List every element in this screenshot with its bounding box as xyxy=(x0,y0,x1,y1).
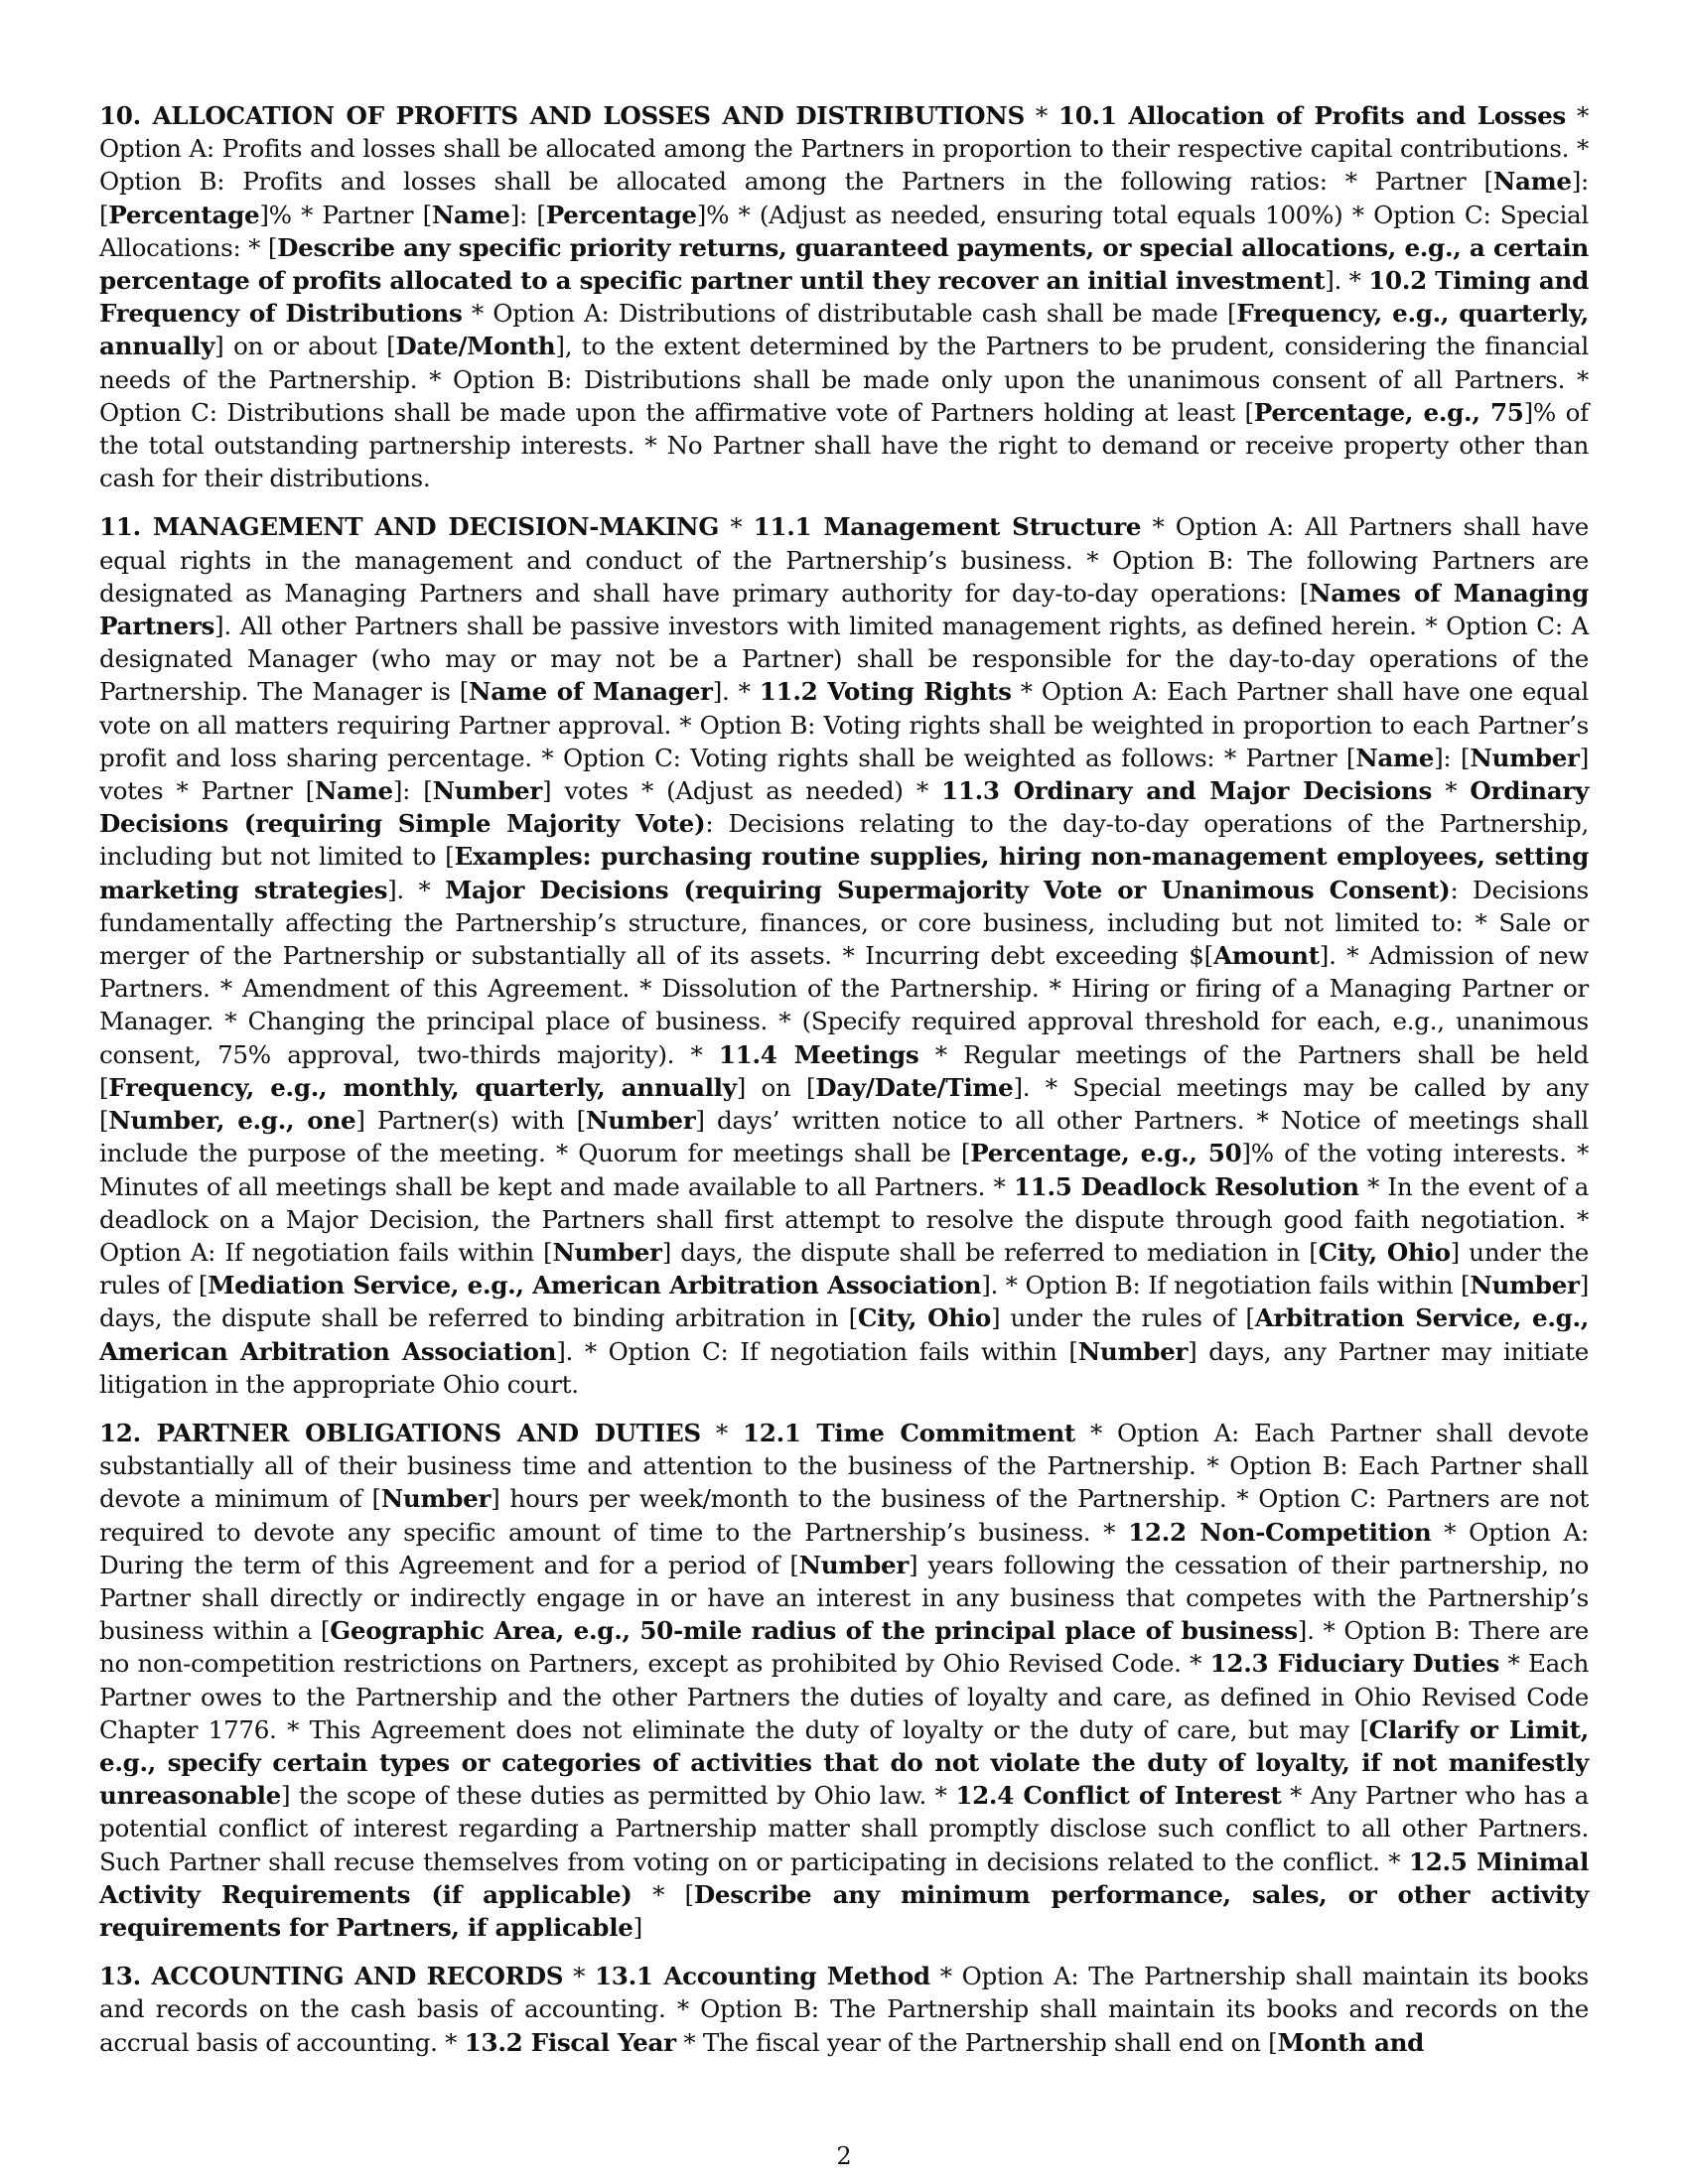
section-11-paragraph xyxy=(99,510,1589,1400)
page-number: 2 xyxy=(836,2142,852,2170)
body-text: ] hours per week/month to the business of the Partnership. * Option C: Partners are not required to devote any specific amount of time to the Partnership’s business. * xyxy=(99,1484,1589,1547)
bold-text: Number xyxy=(1470,1271,1580,1300)
bold-text: 12.3 Fiduciary Duties xyxy=(1209,1649,1500,1679)
body-text: * xyxy=(719,512,754,542)
bold-text: Name xyxy=(1355,743,1435,772)
body-text: ]% * (Adjust as needed, ensuring total equals 100%) * Option C: Special Allocations: * [ xyxy=(99,200,1589,262)
bold-text: Number, e.g., one xyxy=(108,1106,356,1136)
body-text: * xyxy=(1024,101,1058,130)
body-text: * xyxy=(700,1418,743,1447)
body-text: ]% of the total outstanding partnership interests. * No Partner shall have the right to demand or receive property other than cash for their distributions. xyxy=(99,397,1589,493)
bold-text: Names of Managing Partners xyxy=(99,578,1589,641)
bold-text: 11. MANAGEMENT AND DECISION-MAKING xyxy=(99,512,720,542)
bold-text: Month and xyxy=(1277,2027,1425,2057)
body-text: ] years following the cessation of their partnership, no Partner shall directly or indirectly engage in or have an interest in any business that competes with the Partnership’s business within a [ xyxy=(99,1550,1590,1646)
section-13-paragraph xyxy=(99,1960,1589,2059)
body-text: * xyxy=(1432,776,1471,806)
body-text: * [ xyxy=(632,1879,694,1909)
bold-text: Examples: purchasing routine supplies, hiring non-management employees, setting marketing strategies xyxy=(99,842,1590,904)
body-text: * Option A: The Partnership shall maintain its books and records on the cash basis of accounting. * Option B: The Partnership shall maintain its books and records on the accrual basis of accounting. * xyxy=(99,1962,1589,2057)
bold-text: 11.5 Deadlock Resolution xyxy=(1013,1171,1359,1201)
body-text: * The fiscal year of the Partnership shall end on [ xyxy=(675,2027,1278,2057)
bold-text: 11.2 Voting Rights xyxy=(759,677,1012,707)
body-text: * Option A: Distributions of distributable cash shall be made [ xyxy=(462,299,1237,329)
body-text: ]% * Partner [ xyxy=(259,200,432,229)
body-text: ] days, the dispute shall be referred to mediation in [ xyxy=(661,1237,1319,1267)
body-text: : Decisions fundamentally affecting the Partnership’s structure, finances, or core business, including but not limited to: * Sale or merger of the Partnership or substantially all of its assets. * Incurring debt exceeding $[ xyxy=(99,875,1589,971)
bold-text: City, Ohio xyxy=(1318,1237,1451,1267)
bold-text: Name xyxy=(1492,167,1572,197)
bold-text: Arbitration Service, e.g., American Arbitration Association xyxy=(99,1303,1589,1366)
body-text: ] the scope of these duties as permitted by Ohio law. * xyxy=(280,1781,956,1811)
bold-text: Number xyxy=(552,1237,662,1267)
body-text: ] votes * (Adjust as needed) * xyxy=(542,776,942,806)
body-text: ] days, the dispute shall be referred to binding arbitration in [ xyxy=(99,1271,1589,1333)
bold-text: Percentage xyxy=(545,200,697,229)
bold-text: Major Decisions (requiring Supermajority Vote or Unanimous Consent) xyxy=(445,875,1451,904)
bold-text: Percentage xyxy=(108,200,260,229)
bold-text: Day/Date/Time xyxy=(815,1072,1014,1102)
bold-text: Number xyxy=(1470,743,1580,772)
section-12-paragraph xyxy=(99,1417,1589,1944)
body-text: ], to the extent determined by the Partners to be prudent, considering the financial needs of the Partnership. * Option B: Distributions shall be made only upon the unanimous consent of all Partners. * Option C: Distributions shall be made upon the affirmative vote of Partners holding at least [ xyxy=(99,332,1589,427)
bold-text: 12. PARTNER OBLIGATIONS AND DUTIES xyxy=(99,1418,701,1447)
body-text: * Regular meetings of the Partners shall be held [ xyxy=(99,1039,1590,1102)
body-text: ]. * xyxy=(387,875,446,904)
body-text: ] Partner(s) with [ xyxy=(355,1106,586,1136)
body-text: * Option A: Profits and losses shall be allocated among the Partners in proportion to their respective capital contributions. * Option B: Profits and losses shall be allocated among the Partners in the following ratios: * Partner [ xyxy=(99,101,1589,197)
bold-text: 13.1 Accounting Method xyxy=(595,1962,930,1991)
bold-text: Number xyxy=(432,776,542,806)
body-text: * Any Partner who has a potential conflict of interest regarding a Partnership matter shall promptly disclose such conflict to all other Partners. Such Partner shall recuse themselves from voting on or participating in decisions related to the conflict. * xyxy=(99,1781,1589,1876)
bold-text: 11.3 Ordinary and Major Decisions xyxy=(941,776,1433,806)
bold-text: Percentage, e.g., 75 xyxy=(1253,397,1524,427)
body-text: : Decisions relating to the day-to-day operations of the Partnership, including but not limited to [ xyxy=(99,809,1589,872)
body-text: ]. * xyxy=(1325,266,1369,296)
bold-text: City, Ohio xyxy=(857,1303,991,1333)
bold-text: Frequency, e.g., quarterly, annually xyxy=(99,299,1589,361)
body-text: * In the event of a deadlock on a Major Decision, the Partners shall first attempt to resolve the dispute through good faith negotiation. * Option A: If negotiation fails within [ xyxy=(99,1171,1589,1267)
bold-text: Percentage, e.g., 50 xyxy=(970,1139,1242,1168)
body-text: ]: [ xyxy=(99,167,1589,229)
bold-text: 10.2 Timing and Frequency of Distributions xyxy=(99,266,1589,329)
bold-text: 13. ACCOUNTING AND RECORDS xyxy=(99,1962,564,1991)
body-text: ]. * Option C: If negotiation fails within [ xyxy=(556,1336,1078,1366)
bold-text: Name xyxy=(314,776,393,806)
bold-text: 12.1 Time Commitment xyxy=(742,1418,1075,1447)
body-text: ] under the rules of [ xyxy=(990,1303,1255,1333)
body-text: ]. * Special meetings may be called by any [ xyxy=(99,1072,1589,1136)
bold-text: Number xyxy=(585,1106,696,1136)
body-text: ]% of the voting interests. * Minutes of all meetings shall be kept and made available to all Partners. * xyxy=(99,1139,1589,1201)
bold-text: Geographic Area, e.g., 50-mile radius of the principal place of business xyxy=(330,1616,1298,1646)
body-text: ]. * Option B: If negotiation fails within [ xyxy=(981,1271,1471,1300)
body-text: ] days, any Partner may initiate litigation in the appropriate Ohio court. xyxy=(99,1336,1589,1399)
bold-text: 12.5 Minimal Activity Requirements (if applicable) xyxy=(99,1846,1589,1909)
body-text: ] under the rules of [ xyxy=(99,1237,1589,1300)
bold-text: 11.1 Management Structure xyxy=(753,512,1142,542)
bold-text: Mediation Service, e.g., American Arbitration Association xyxy=(208,1271,982,1300)
bold-text: Frequency, e.g., monthly, quarterly, annually xyxy=(108,1072,737,1102)
bold-text: Name of Manager xyxy=(469,677,713,707)
body-text: ]. All other Partners shall be passive investors with limited management rights, as defined herein. * Option C: A designated Manager (who may or may not be a Partner) shall be responsible for the day-to-day operations of the Partnership. The Manager is [ xyxy=(99,612,1589,707)
body-text: * Option A: During the term of this Agreement and for a period of [ xyxy=(99,1517,1590,1579)
bold-text: Clarify or Limit, e.g., specify certain types or categories of activities that do not violate the duty of loyalty, if not manifestly unreasonable xyxy=(99,1714,1589,1811)
body-text: ]: [ xyxy=(1434,743,1471,772)
body-text: ] days’ written notice to all other Partners. * Notice of meetings shall include the purpose of the meeting. * Quorum for meetings shall be [ xyxy=(99,1106,1589,1168)
bold-text: Number xyxy=(798,1550,910,1579)
body-text: ]. * Admission of new Partners. * Amendment of this Agreement. * Dissolution of the Partnership. * Hiring or firing of a Managing Partner or Manager. * Changing the principal place of business. * (Specify required approval threshold for each, e.g., unanimous consent, 75% approval, two-thirds majority). * xyxy=(99,941,1590,1069)
body-text: * Option A: Each Partner shall have one equal vote on all matters requiring Partner approval. * Option B: Voting rights shall be weighted in proportion to each Partner’s profit and loss sharing percentage. * Option C: Voting rights shall be weighted as follows: * Partner [ xyxy=(99,677,1589,772)
bold-text: Name xyxy=(431,200,510,229)
bold-text: Describe any specific priority returns, guaranteed payments, or special allocations, e.g., a certain percentage of profits allocated to a specific partner until they recover an initial investment xyxy=(99,232,1590,296)
body-text: ]: [ xyxy=(392,776,433,806)
body-text: * Option A: Each Partner shall devote substantially all of their business time and attention to the business of the Partnership. * Option B: Each Partner shall devote a minimum of [ xyxy=(99,1418,1589,1514)
body-text: ]. * Option B: There are no non-competition restrictions on Partners, except as prohibited by Ohio Revised Code. * xyxy=(99,1616,1589,1679)
body-text: ]. * xyxy=(712,677,760,707)
bold-text: Describe any minimum performance, sales, or other activity requirements for Partners, if applicable xyxy=(99,1879,1589,1942)
body-text: ] votes * Partner [ xyxy=(99,743,1589,806)
bold-text: 12.4 Conflict of Interest xyxy=(955,1781,1282,1811)
bold-text: Amount xyxy=(1212,941,1320,971)
bold-text: 12.2 Non-Competition xyxy=(1128,1517,1432,1547)
section-10-paragraph xyxy=(99,99,1589,494)
bold-text: Number xyxy=(380,1484,492,1514)
bold-text: Number xyxy=(1077,1336,1189,1366)
body-text: ] on [ xyxy=(736,1072,816,1102)
bold-text: 10.1 Allocation of Profits and Losses xyxy=(1057,101,1566,130)
bold-text: 10. ALLOCATION OF PROFITS AND LOSSES AND DISTRIBUTIONS xyxy=(99,101,1025,130)
bold-text: Ordinary Decisions (requiring Simple Majority Vote) xyxy=(99,776,1590,839)
body-text: * Each Partner owes to the Partnership and the other Partners the duties of loyalty and care, as defined in Ohio Revised Code Chapter 1776. * This Agreement does not eliminate the duty of loyalty or the duty of care, but may [ xyxy=(99,1649,1590,1744)
body-text: ] xyxy=(633,1912,642,1942)
body-text: * xyxy=(563,1962,595,1991)
body-text: ]: [ xyxy=(509,200,546,229)
bold-text: Date/Month xyxy=(395,332,556,361)
document-body xyxy=(99,99,1589,2075)
bold-text: 13.2 Fiscal Year xyxy=(464,2027,676,2057)
body-text: * Option A: All Partners shall have equal rights in the management and conduct of the Partnership’s business. * Option B: The following Partners are designated as Managing Partners and shall have primary authority for day-to-day operations: [ xyxy=(99,512,1589,608)
body-text: ] on or about [ xyxy=(214,332,396,361)
bold-text: 11.4 Meetings xyxy=(718,1039,919,1069)
